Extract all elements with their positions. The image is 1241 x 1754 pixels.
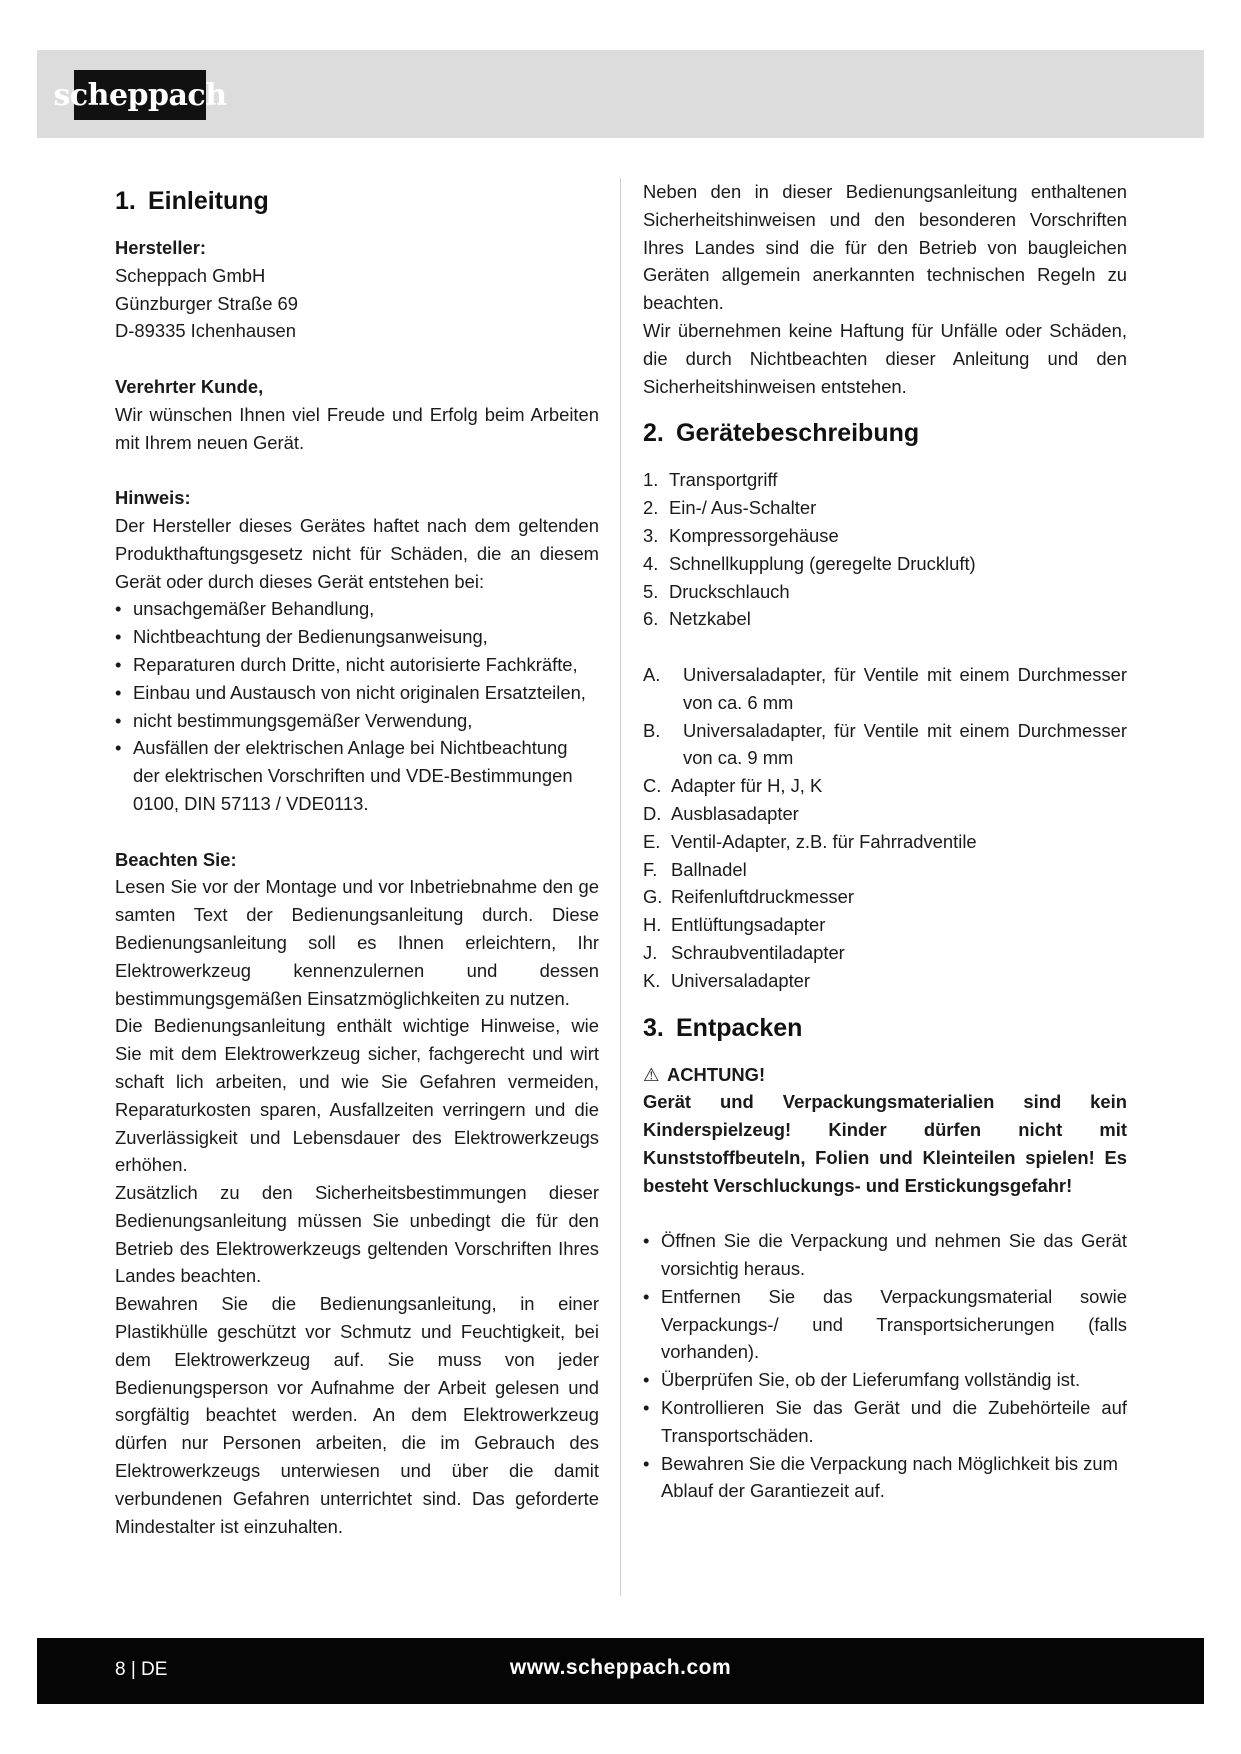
warning-text: Gerät und Verpackungsmaterialien sind kein Kinderspielzeug! Kinder dürfen nicht mit Kunststoffbeuteln, Folien und Kleinteilen spielen! Es besteht Verschluckungs- und Erstickungsgefahr! (643, 1091, 1127, 1196)
part-item: 5. Druckschlauch (643, 580, 790, 602)
section-2-heading (643, 410, 1127, 456)
part-item: 3. Kompressorgehäuse (643, 524, 839, 546)
list-item: • Bewahren Sie die Verpackung nach Möglichkeit bis zum Ablauf der Garantiezeit auf. (643, 1452, 1118, 1502)
attention-label: Beachten Sie: (115, 848, 237, 870)
list-item: • Entfernen Sie das Verpackungsmaterial sowie Verpackungs-/ und Transportsicherungen (falls vorhanden). (643, 1285, 1127, 1363)
customer-text: Wir wünschen Ihnen viel Freude und Erfolg beim Arbeiten mit Ihrem neuen Gerät. (115, 403, 599, 453)
attention-paragraph: Bewahren Sie die Bedienungsanleitung, in einer Plastikhülle geschützt vor Schmutz und Feuchtigkeit, bei dem Elektrowerkzeug auf. Sie muss von jeder Bedienungsperson vor Aufnahme der Arbeit gelesen und sorgfältig beachtet werden. An dem Elektrowerkzeug dürfen nur Personen arbeiten, die im Gebrauch des Elektrowerkzeugs unterwiesen und über die damit verbundenen Gefahren unterrichtet sind. Das geforderte Mindestalter ist einzuhalten. (115, 1293, 599, 1537)
accessory-item: F. Ballnadel (643, 858, 747, 880)
attention-paragraph: Lesen Sie vor der Montage und vor Inbetriebnahme den ge samten Text der Bedienungsanleitung durch. Diese Bedienungsanleitung soll es Ihnen erleichtern, Ihr Elektrowerkzeug kennenzulernen und dessen bestimmungsgemäßen Einsatzmöglichkeiten zu nutzen. (115, 876, 599, 1009)
manufacturer-line: Scheppach GmbH (115, 264, 266, 286)
part-item: 2. Ein-/ Aus-Schalter (643, 497, 817, 519)
manufacturer-line: Günzburger Straße 69 (115, 292, 298, 314)
column-divider (620, 178, 621, 1596)
accessory-item: E. Ventil-Adapter, z.B. für Fahrradventile (643, 830, 977, 852)
right-column (643, 178, 1127, 1505)
accessory-item: H. Entlüftungsadapter (643, 914, 826, 936)
list-item: • Kontrollieren Sie das Gerät und die Zubehörteile auf Transportschäden. (643, 1397, 1127, 1446)
list-item: • Ausfällen der elektrischen Anlage bei Nichtbeachtung der elektrischen Vorschriften und VDE-Bestimmungen 0100, DIN 57113 / VDE0113. (115, 737, 573, 814)
manufacturer-label: Hersteller: (115, 237, 206, 258)
accessory-item: C. Adapter für H, J, K (643, 775, 823, 797)
section-number: 2. (643, 419, 664, 448)
warning-icon: ⚠ (643, 1063, 660, 1085)
section-title: Gerätebeschreibung (676, 419, 920, 448)
accessory-item: G. Reifenluftdruckmesser (643, 886, 854, 908)
page-number: 8 | DE (115, 1659, 168, 1680)
header-bar (37, 50, 1204, 138)
list-item: • unsachgemäßer Behandlung, (115, 598, 375, 620)
section-number: 1. (115, 187, 136, 215)
intro-paragraph: Wir übernehmen keine Haftung für Unfälle oder Schäden, die durch Nichtbeachten dieser Anleitung und den Sicherheitshinweisen entstehen. (643, 319, 1127, 397)
left-column (115, 178, 599, 1540)
customer-greeting: Verehrter Kunde, (115, 375, 264, 397)
part-item: 1. Transportgriff (643, 469, 778, 491)
list-item: • Öffnen Sie die Verpackung und nehmen Sie das Gerät vorsichtig heraus. (643, 1230, 1127, 1280)
section-title: Einleitung (148, 187, 269, 215)
accessory-item: J. Schraubventiladapter (643, 941, 845, 963)
note-text: Der Hersteller dieses Gerätes haftet nach dem geltenden Produkthaftungsgesetz nicht für Schäden, die an diesem Gerät oder durch dieses Gerät entstehen bei: (115, 514, 599, 592)
section-3-heading (643, 1005, 1127, 1051)
attention-paragraph: Zusätzlich zu den Sicherheitsbestimmungen dieser Bedienungsanleitung müssen Sie unbedingt die für den Betrieb des Elektrowerkzeugs geltenden Vorschriften Ihres Landes beachten. (115, 1182, 599, 1287)
accessory-item: K. Universaladapter (643, 969, 811, 991)
attention-paragraph: Die Bedienungsanleitung enthält wichtige Hinweise, wie Sie mit dem Elektrowerkzeug sicher, fachgerecht und wirt schaft lich arbeiten, und wie Sie Gefahren vermeiden, Reparaturkosten sparen, Ausfallzeiten verringern und die Zuverlässigkeit und Lebensdauer des Elektrowerkzeugs erhöhen. (115, 1015, 599, 1176)
part-item: 6. Netzkabel (643, 608, 751, 630)
accessory-item: D. Ausblasadapter (643, 802, 799, 824)
section-number: 3. (643, 1013, 664, 1042)
website-link[interactable]: www.scheppach.com (509, 1656, 732, 1679)
list-item: • Nichtbeachtung der Bedienungsanweisung, (115, 626, 488, 648)
list-item: • Einbau und Austausch von nicht originalen Ersatzteilen, (115, 681, 586, 703)
manufacturer-line: D-89335 Ichenhausen (115, 320, 296, 342)
accessory-item: B. Universaladapter, für Ventile mit einem Durchmesser von ca. 9 mm (643, 719, 1127, 769)
part-item: 4. Schnellkupplung (geregelte Druckluft) (643, 552, 976, 574)
footer-bar (37, 1638, 1204, 1704)
scheppach-logo: scheppach (74, 70, 206, 120)
list-item: • Reparaturen durch Dritte, nicht autorisierte Fachkräfte, (115, 653, 578, 675)
note-label: Hinweis: (115, 487, 191, 509)
warning-heading (643, 1061, 1127, 1089)
warning-title: ACHTUNG! (667, 1063, 766, 1085)
intro-paragraph: Neben den in dieser Bedienungsanleitung enthaltenen Sicherheitshinweisen und den besonderen Vorschriften Ihres Landes sind die für den Betrieb von baugleichen Geräten allgemein anerkannten technischen Regeln zu beachten. (643, 181, 1127, 314)
section-title: Entpacken (676, 1013, 803, 1042)
list-item: • Überprüfen Sie, ob der Lieferumfang vollständig ist. (643, 1369, 1081, 1391)
accessory-item: A. Universaladapter, für Ventile mit einem Durchmesser von ca. 6 mm (643, 663, 1127, 713)
list-item: • nicht bestimmungsgemäßer Verwendung, (115, 709, 473, 731)
section-1-heading (115, 178, 599, 224)
